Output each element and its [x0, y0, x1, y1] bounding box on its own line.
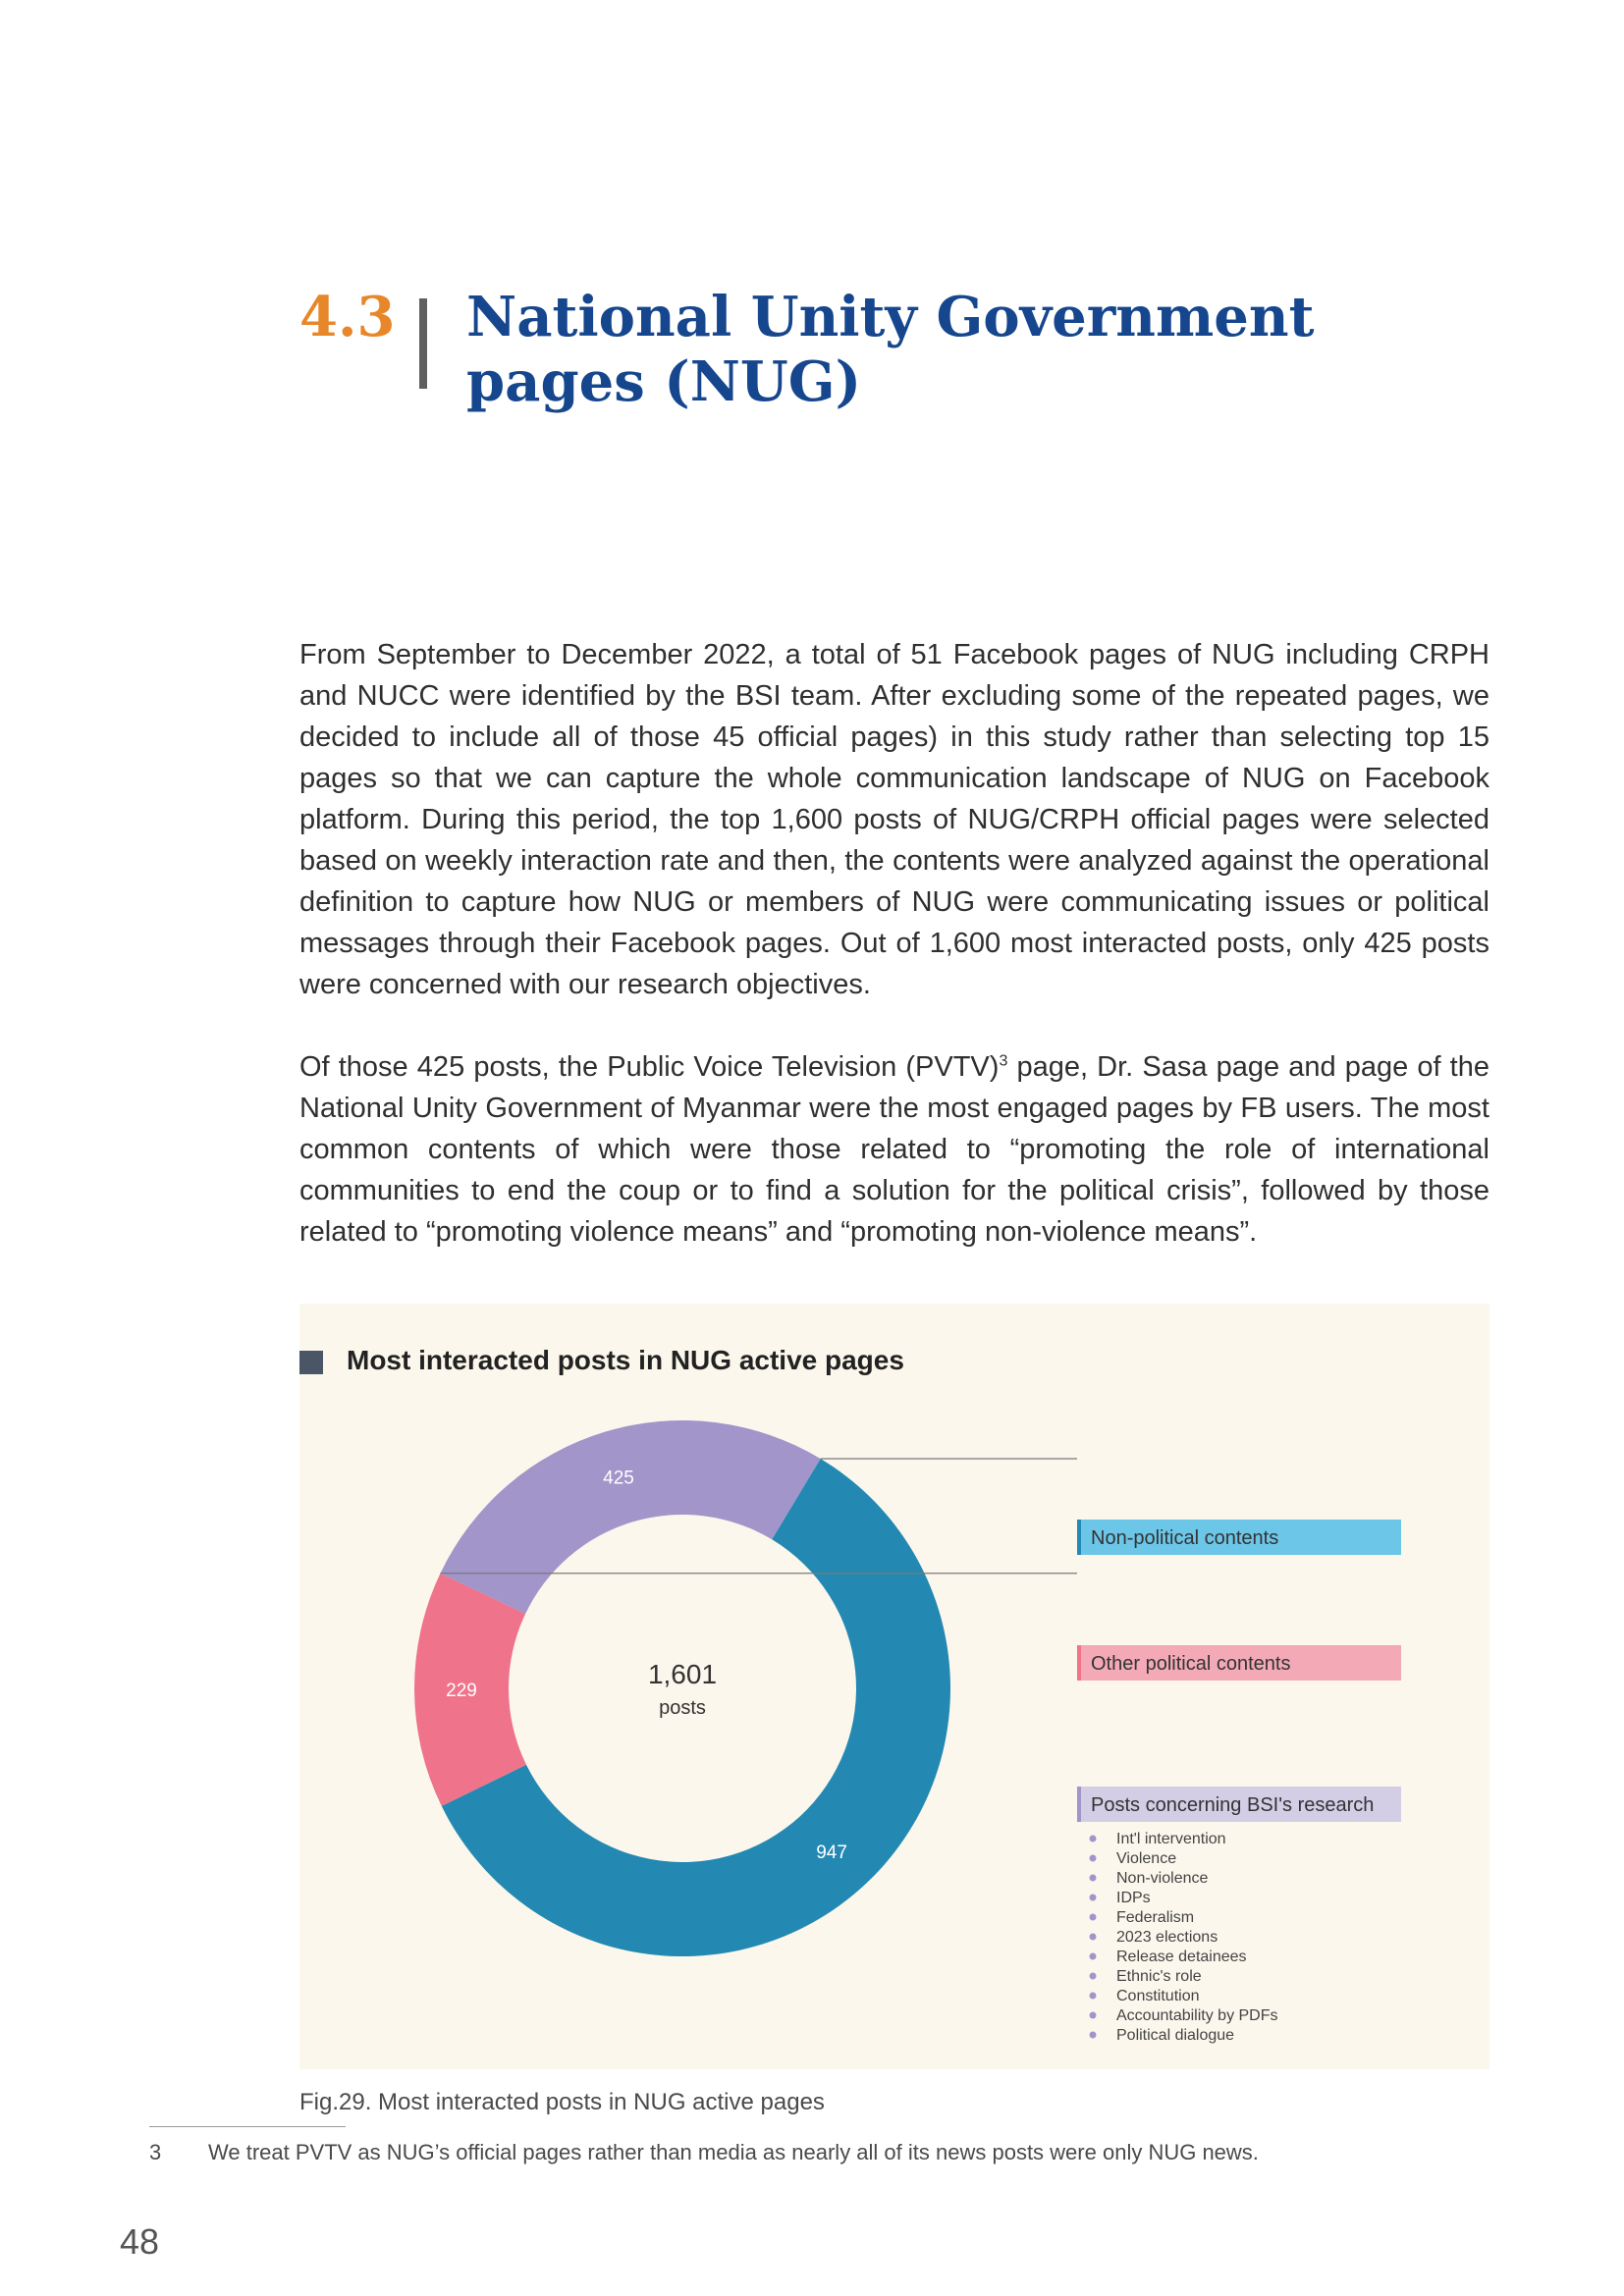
heading-divider [419, 298, 427, 389]
data-label: 425 [603, 1468, 634, 1489]
page-number: 48 [120, 2221, 160, 2262]
subcategory-bullet [1090, 1895, 1097, 1901]
legend-label: Posts concerning BSI's research [1091, 1794, 1375, 1816]
footnote-reference: 3 [999, 1052, 1008, 1070]
footnote-text: We treat PVTV as NUG’s official pages rather than media as nearly all of its news posts were only NUG news. [208, 2140, 1259, 2164]
footnote-number: 3 [149, 2140, 162, 2164]
data-label: 947 [816, 1842, 847, 1863]
subcategory-bullet [1090, 2032, 1097, 2039]
section-title: National Unity Government pages (NUG) [466, 285, 1315, 414]
legend-label: Non-political contents [1091, 1527, 1279, 1549]
subcategory-bullet [1090, 1934, 1097, 1941]
subcategory-item: Release detainees [1116, 1949, 1247, 1965]
paragraph-2-text-start: Of those 425 posts, the Public Voice Television (PVTV) [299, 1051, 1000, 1083]
subcategory-bullet [1090, 1836, 1097, 1842]
subcategory-item: Accountability by PDFs [1116, 2007, 1278, 2024]
subcategory-bullet [1090, 1855, 1097, 1862]
subcategory-item: Int'l intervention [1116, 1831, 1226, 1847]
body-paragraph-1: From September to December 2022, a total of 51 Facebook pages of NUG including CRPH and NUCC were identified by the BSI team. After excluding some of the repeated pages, we decided to include all of those 45 official pages) in this study rather than selecting top 15 pages so that we can capture the whole communication landscape of NUG on Facebook platform. During this period, the top 1,600 posts of NUG/CRPH official pages were selected based on weekly interaction rate and then, the contents were analyzed against the operational definition to capture how NUG or members of NUG were communicating issues or political messages through their Facebook pages. Out of 1,600 most interacted posts, only 425 posts were concerned with our research objectives. [299, 639, 1489, 1000]
legend-accent [1077, 1645, 1081, 1681]
subcategory-item: Violence [1116, 1850, 1177, 1867]
subcategory-item: Constitution [1116, 1988, 1200, 2004]
subcategory-bullet [1090, 1875, 1097, 1882]
subcategory-item: Federalism [1116, 1909, 1195, 1926]
subcategory-bullet [1090, 1914, 1097, 1921]
legend-accent [1077, 1520, 1081, 1555]
subcategory-bullet [1090, 1973, 1097, 1980]
chart-panel [299, 1304, 1489, 2069]
subcategory-item: Political dialogue [1116, 2027, 1235, 2044]
paragraph-2-text-end: page, Dr. Sasa page and page of the National Unity Government of Myanmar were the most engaged pages by FB users. The most common contents of which were those related to “promoting the role of international communities to end the coup or to find a solution for the political crisis”, followed by those related to “promoting violence means” and “promoting non-violence means”. [299, 1051, 1489, 1248]
legend-label: Other political contents [1091, 1653, 1291, 1675]
center-total: 1,601 [647, 1659, 718, 1689]
legend-accent [1077, 1787, 1081, 1822]
subcategory-item: Ethnic's role [1116, 1968, 1202, 1985]
donut-chart [299, 1304, 1489, 2069]
figure-caption: Fig.29. Most interacted posts in NUG active pages [299, 2089, 825, 2115]
section-heading [299, 285, 1497, 432]
chart-title: Most interacted posts in NUG active pages [347, 1345, 904, 1375]
subcategory-bullet [1090, 1993, 1097, 2000]
section-number: 4.3 [299, 285, 396, 349]
footnote-divider [149, 2126, 346, 2127]
subcategory-item: Non-violence [1116, 1870, 1209, 1887]
donut-segment [440, 1420, 820, 1614]
subcategory-bullet [1090, 2012, 1097, 2019]
center-label: posts [659, 1697, 706, 1719]
subcategory-bullet [1090, 1953, 1097, 1960]
data-label: 229 [446, 1681, 477, 1702]
subcategory-item: IDPs [1116, 1890, 1151, 1906]
subcategory-item: 2023 elections [1116, 1929, 1218, 1946]
body-paragraph-2 [299, 1046, 1489, 1253]
